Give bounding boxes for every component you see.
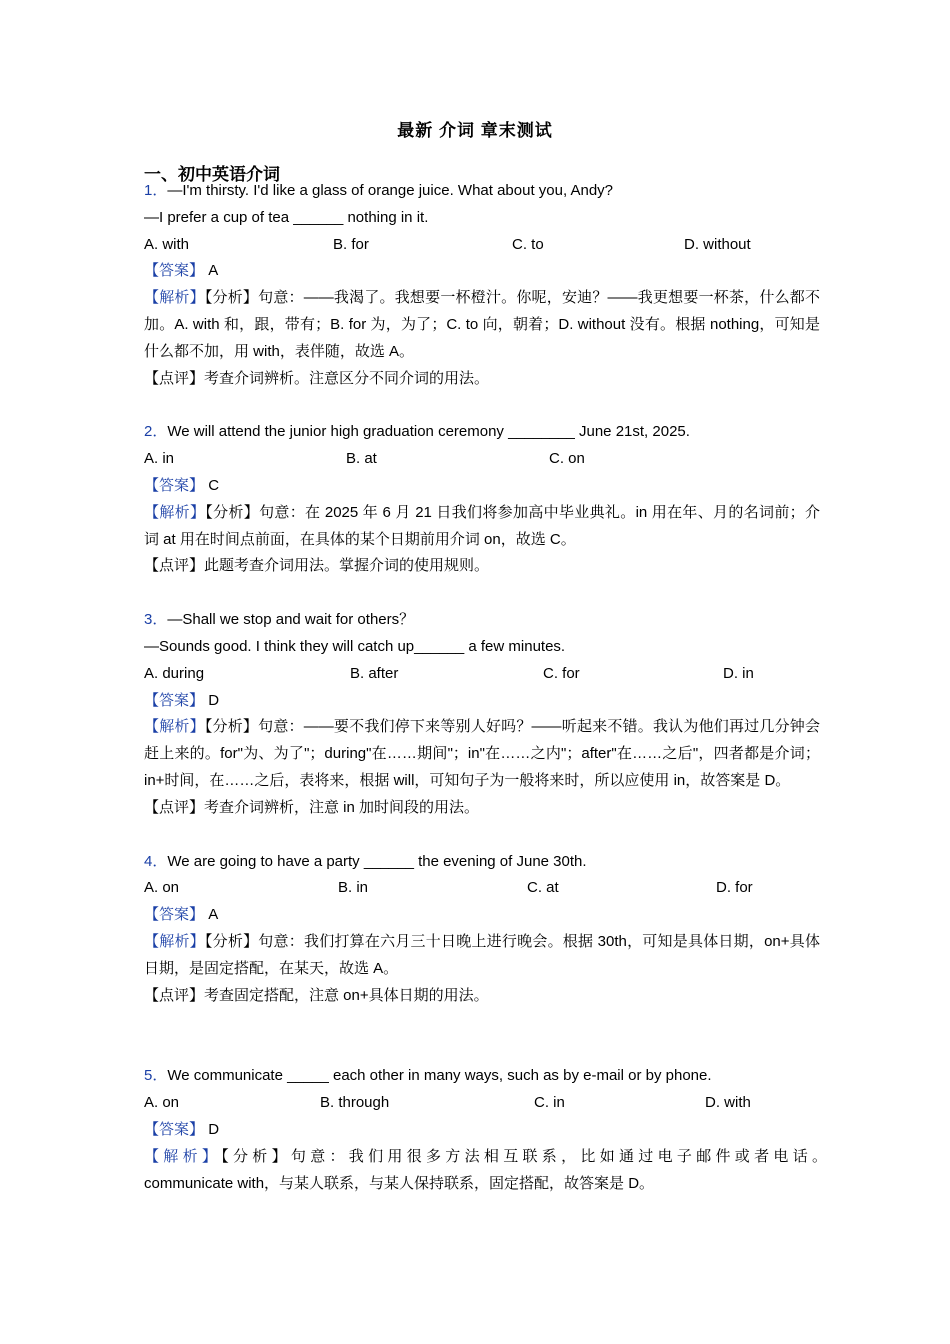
answer-value: D [208,1120,220,1138]
question-text: We communicate _____ each other in many ways, such as by e-mail or by phone. [167,1067,712,1085]
option-d: D. with [705,1094,751,1112]
spacer [144,1009,820,1063]
question-number: 3． [144,611,168,629]
question-text: We will attend the junior high graduation ceremony ________ June 21st, 2025. [167,423,690,441]
answer-tag: 【答案】 [144,906,205,924]
question-5 [144,1063,832,1197]
analysis-tag: 【解析】 [144,1147,222,1165]
option-b: B. for [333,235,369,253]
analysis-text: 【分析】句意：在 2025 年 6 月 21 日我们将参加高中毕业典礼。in 用在年、月的名词前；介词 at 用在时间点前面，在具体的某个日期前用介词 on，故选 C。 [144,503,820,548]
option-a: A. with [144,235,190,253]
question-text: —Shall we stop and wait for others？ [167,611,415,629]
answer-tag: 【答案】 [144,262,205,280]
option-c: C. to [512,235,544,253]
question-2 [144,419,820,580]
spacer [144,822,820,849]
options-row [144,1090,820,1117]
question-list [144,178,832,1197]
option-a: A. during [144,664,205,682]
question-text: We are going to have a party ______ the evening of June 30th. [167,852,587,870]
answer-line [144,473,820,500]
question-number: 2． [144,423,168,441]
spacer [144,580,820,607]
comment-line: 【点评】考查介词辨析。注意区分不同介词的用法。 [144,369,490,387]
answer-value: A [208,906,219,924]
question-stem-line: —Sounds good. I think they will catch up______ a few minutes. [144,637,566,655]
answer-line [144,258,820,285]
spacer [144,392,820,419]
option-a: A. on [144,1094,180,1112]
options-row [144,446,820,473]
analysis-tag: 【解析】 [144,718,205,736]
options-row [144,232,820,259]
comment-line: 【点评】考查介词辨析，注意 in 加时间段的用法。 [144,798,480,816]
option-c: C. at [527,879,559,897]
option-a: A. in [144,450,175,468]
analysis-paragraph [144,714,820,794]
analysis-tag: 【解析】 [144,932,205,950]
question-stem-line [144,419,820,446]
analysis-continuation: communicate with，与某人联系，与某人保持联系，固定搭配，故答案是 D。 [144,1174,655,1192]
comment-line: 【点评】考查固定搭配，注意 on+具体日期的用法。 [144,986,489,1004]
analysis-text: 【分析】句意：我们用很多方法相互联系，比如通过电子邮件或者电话。 [221,1147,832,1165]
answer-value: A [208,262,219,280]
answer-value: C [208,476,220,494]
answer-tag: 【答案】 [144,1120,205,1138]
options-row [144,661,820,688]
answer-line [144,688,820,715]
analysis-paragraph [144,285,820,365]
option-d: D. in [723,664,754,682]
analysis-tag: 【解析】 [144,503,206,521]
question-text: —I'm thirsty. I'd like a glass of orange juice. What about you, Andy? [167,182,614,199]
question-number: 4． [144,852,168,870]
option-d: D. for [716,879,753,897]
analysis-paragraph [144,1144,832,1171]
analysis-tag: 【解析】 [144,289,205,307]
answer-value: D [208,691,220,709]
analysis-paragraph [144,500,820,554]
answer-tag: 【答案】 [144,476,205,494]
option-c: C. in [534,1094,565,1112]
option-d: D. without [684,235,751,253]
question-number: 1． [144,182,168,199]
option-c: C. for [543,664,580,682]
option-a: A. on [144,879,180,897]
answer-line [144,1117,820,1144]
analysis-text: 【分析】句意：——要不我们停下来等别人好吗？——听起来不错。我认为他们再过几分钟会赶上来的。for"为、为了"；during"在……期间"；in"在……之内"；after"在……之后"，四者都是介词；in+时间，在……之后，表将来，根据 will，可知句子为一般将来时，所以应使用 in，故答案是 D。 [144,718,820,789]
question-stem-line: —I prefer a cup of tea ______ nothing in it. [144,208,429,226]
question-3 [144,607,820,821]
option-b: B. at [346,450,377,468]
option-b: B. in [338,879,369,897]
question-stem-line [144,1063,820,1090]
question-1 [144,178,820,392]
options-row [144,875,820,902]
question-stem-line [144,849,820,876]
question-stem-line [144,607,820,634]
comment-line: 【点评】此题考查介词用法。掌握介词的使用规则。 [144,557,490,575]
answer-tag: 【答案】 [144,691,205,709]
analysis-paragraph [144,929,820,983]
question-number: 5． [144,1067,168,1085]
analysis-text: 【分析】句意：——我渴了。我想要一杯橙汁。你呢，安迪？——我更想要一杯茶，什么都不加。A. with 和，跟，带有；B. for 为，为了；C. to 向，朝着；D. without 没有。根据 nothing，可知是什么都不加，用 with，表伴随，故选 A。 [144,289,820,360]
analysis-text: 【分析】句意：我们打算在六月三十日晚上进行晚会。根据 30th，可知是具体日期，on+具体日期，是固定搭配，在某天，故选 A。 [144,932,820,977]
answer-line [144,902,820,929]
section-heading: 一、初中英语介词 [144,165,280,184]
option-c: C. on [549,450,585,468]
option-b: B. after [350,664,399,682]
option-b: B. through [320,1094,390,1112]
page-title: 最新 介词 章末测试 [397,121,553,140]
question-4 [144,849,820,1010]
question-stem-line [144,178,820,205]
